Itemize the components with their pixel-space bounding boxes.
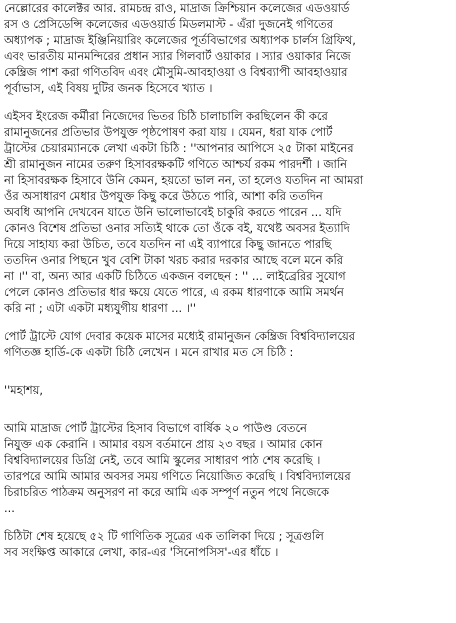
text-line: না ।'' বা, অন্য আর একটি চিঠিতে একজন বলছেন : '' ... লাইব্রেরির সুযোগ bbox=[4, 269, 346, 283]
paragraph-gap bbox=[4, 96, 452, 108]
text-line: না হিসাবরক্ষক হিসাবে উনি কেমন, হয়তো ভাল নন, তা হলেও যতদিন না আমরা bbox=[4, 173, 364, 187]
text-line: করি না ; এটা একটা মধ্যযুগীয় ধারণা ... ।'' bbox=[4, 301, 197, 315]
text-line: চিরাচরিত পাঠক্রম অনুসরণ না করে আমি এক সম্পূর্ণ নতুন পথে নিজেকে bbox=[4, 485, 329, 499]
text-line: তারপরে আমি আমার অবসর সময় গণিতে নিয়োজিত করেছি । বিশ্ববিদ্যালয়ের bbox=[4, 469, 351, 483]
paragraph-collectors bbox=[4, 0, 452, 96]
text-line: কোনও বিশেষ প্রতিভা ওনার সত্যিই থাকে তো ওঁকে বই, যথেষ্ট অবসর ইত্যাদি bbox=[4, 221, 350, 235]
text-line: পেলে কোনও প্রতিভার ধার ক্ষয়ে যেতে পারে, এ রকম ধারণাকে আমি সমর্থন bbox=[4, 285, 344, 299]
text-line: নিযুক্ত এক কেরানি । আমার বয়স বর্তমানে প্রায় ২৩ বছর । আমার কোন bbox=[4, 437, 323, 451]
text-line: ট্রাস্টের চেয়ারম্যানকে লেখা একটা চিঠি : ''আপনার আপিসে ২৫ টাকা মাইনের bbox=[4, 141, 354, 155]
paragraph-salutation bbox=[4, 382, 452, 398]
paragraph-gap bbox=[4, 360, 452, 382]
text-line: এবং ভারতীয় মানমন্দিরের প্রধান স্যার গিলবার্ট ওয়াকার । স্যার ওয়াকার নিজে bbox=[4, 49, 351, 63]
paragraph-gap bbox=[4, 398, 452, 420]
text-line: ওঁর অসাধারণ মেধার উপযুক্ত কিছু করে উঠতে পারি, আশা করি ততদিন bbox=[4, 189, 323, 203]
text-line: দিয়ে সাহায্য করা উচিত, তবে যতদিন না এই ব্যাপারে কিছু জানতে পারছি bbox=[4, 237, 332, 251]
text-line: পোর্ট ট্রাস্টে যোগ দেবার কয়েক মাসের মধ্যেই রামানুজন কেম্ব্রিজ বিশ্ববিদ্যালয়ের bbox=[4, 329, 356, 343]
text-line: কেম্ব্রিজ পাশ করা গণিতবিদ এবং মৌসুমি-আবহাওয়া ও বিশ্বব্যাপী আবহাওয়ার bbox=[4, 65, 348, 79]
text-line: ততদিন ওনার পিছনে খুব বেশি টাকা খরচ করার দরকার আছে বলে মনে করি bbox=[4, 253, 344, 267]
text-line: গণিতজ্ঞ হার্ডি-কে একটা চিঠি লেখেন । মনে রাখার মত সে চিঠি : bbox=[4, 345, 294, 359]
paragraph-gap bbox=[4, 516, 452, 528]
paragraph-hardy-letter bbox=[4, 328, 452, 360]
paragraph-letter-body bbox=[4, 420, 452, 516]
text-line: রামানুজনের প্রতিভার উপযুক্ত পৃষ্ঠপোষণ করা যায় । যেমন, ধরা যাক পোর্ট bbox=[4, 125, 333, 139]
text-line: নেল্লোরের কালেক্টর আর. রামচন্দ্র রাও, মাদ্রাজ ক্রিশ্চিয়ান কলেজের এডওয়ার্ড bbox=[4, 1, 350, 15]
paragraph-formulae bbox=[4, 528, 452, 560]
text-line: রস ও প্রেসিডেন্সি কলেজের এডওয়ার্ড মিডলমাস্ট - এঁরা দুজনেই গণিতের bbox=[4, 17, 333, 31]
paragraph-gap bbox=[4, 316, 452, 328]
paragraph-letters bbox=[4, 108, 452, 316]
text-line: আমি মাদ্রাজ পোর্ট ট্রাস্টের হিসাব বিভাগে বার্ষিক ২০ পাউণ্ড বেতনে bbox=[4, 421, 307, 435]
text-line: এইসব ইংরেজ কর্মীরা নিজেদের ভিতর চিঠি চালাচালি করছিলেন কী করে bbox=[4, 109, 328, 123]
text-line: পূর্বাভাস, এই বিষয় দুটির জনক হিসেবে খ্যাত । bbox=[4, 81, 213, 95]
text-line: সব সংক্ষিপ্ত আকারে লেখা, কার-এর 'সিনোপসিস'-এর ধাঁচে । bbox=[4, 545, 279, 559]
text-line: অধ্যাপক ; মাদ্রাজ ইঞ্জিনিয়ারিং কলেজের পূর্তবিভাগের অধ্যাপক চার্লস গ্রিফিথ, bbox=[4, 33, 356, 47]
text-line: বিশ্ববিদ্যালয়ের ডিগ্রি নেই, তবে আমি স্কুলের সাধারণ পাঠ শেষ করেছি । bbox=[4, 453, 321, 467]
text-line: অবধি আপনি দেখবেন যাতে উনি ভালোভাবেই চাকুরি করতে পারেন ... যদি bbox=[4, 205, 342, 219]
text-line: ... bbox=[4, 501, 15, 515]
text-line: ''মহাশয়, bbox=[4, 383, 43, 397]
text-line: শ্রী রামানুজন নামের তরুণ হিসাবরক্ষকটি গণিতে আশ্চর্য রকম পারদর্শী । জানি bbox=[4, 157, 347, 171]
text-line: চিঠিটা শেষ হয়েছে ৫২ টি গাণিতিক সূত্রের এক তালিকা দিয়ে ; সূত্রগুলি bbox=[4, 529, 324, 543]
